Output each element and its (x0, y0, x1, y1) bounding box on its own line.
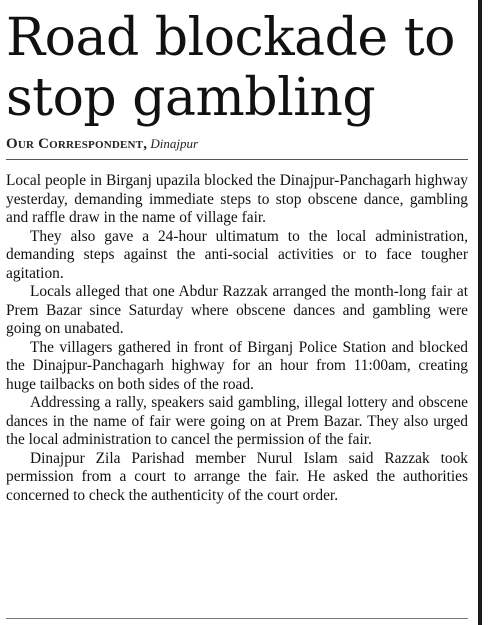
paragraph: Dinajpur Zila Parishad member Nurul Islam said Razzak took permission from a court to arrange the fair. He asked the authorities concerned to check the authenticity of the court order. (6, 449, 468, 504)
paragraph: Addressing a rally, speakers said gambling, illegal lottery and obscene dances in the name of fair were going on at Prem Bazar. They also urged the local administration to cancel the permission of the fair. (6, 394, 468, 448)
bottom-divider (6, 618, 468, 619)
headline: Road blockade to stop gambling (6, 8, 455, 128)
byline-author: Our Correspondent, (6, 136, 148, 152)
article (6, 8, 468, 505)
byline-divider (6, 159, 468, 160)
paragraph: They also gave a 24-hour ultimatum to the local administration, demanding steps against the anti-social activities or to face tougher agitation. (6, 227, 468, 282)
paragraph: The villagers gathered in front of Birganj Police Station and blocked the Dinajpur-Panchagarh highway for an hour from 11:00am, creating huge tailbacks on both sides of the road. (6, 338, 468, 393)
paragraph: Local people in Birganj upazila blocked the Dinajpur-Panchagarh highway yesterday, demanding immediate steps to stop obscene dance, gambling and raffle draw in the name of village fair. (6, 172, 468, 226)
article-body (6, 172, 468, 505)
byline-location: Dinajpur (150, 136, 199, 151)
column-rule (478, 0, 482, 625)
byline (6, 136, 468, 153)
paragraph: Locals alleged that one Abdur Razzak arranged the month-long fair at Prem Bazar since Saturday where obscene dances and gambling were going on unabated. (6, 283, 468, 337)
